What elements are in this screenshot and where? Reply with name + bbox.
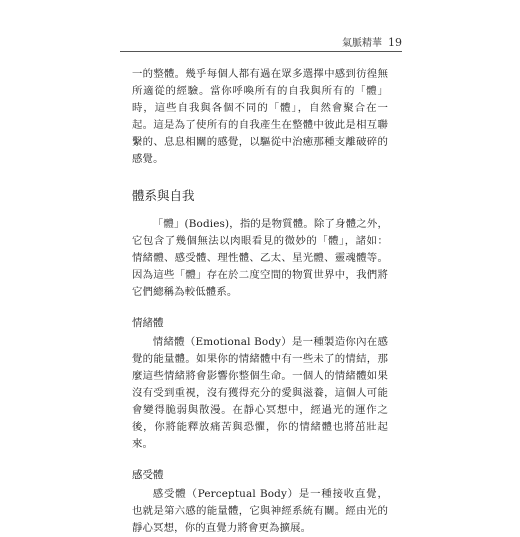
section-heading: 體系與自我 [132,188,195,203]
paragraph-emotional-body: 情緒體（Emotional Body）是一種製造你內在感覺的能量體。如果你的情緒體中有一些未了的情結，那麼這些情緒將會影響你整個生命。一個人的情緒體如果沒有受到重視，沒有獲得充分的愛與滋養，這個人可能會變得脆弱與散漫。在靜心冥想中，經過光的運作之後，你將能釋放痛苦與恐懼，你的情緒體也將茁壯起來。 [132,336,388,450]
page-number: 19 [388,36,402,49]
paragraph-continued: 一的整體。幾乎每個人都有過在眾多選擇中感到彷徨無所適從的經驗。當你呼喚所有的自我與所有的「體」時，這些自我與各個不同的「體」，自然會聚合在一起。這是為了使所有的自我產生在整體中彼此是相互聯繫的、息息相關的感覺，以驅從中治癒那種支離破碎的感覺。 [132,68,388,165]
subheading-perceptual-body: 感受體 [132,469,164,481]
paragraph-perceptual-body: 感受體（Perceptual Body）是一種接收直覺，也就是第六感的能量體，它與神經系統有關。經由光的靜心冥想，你的直覺力將會更為擴展。 [132,488,388,534]
page-header [120,27,402,52]
page-content [132,66,388,537]
running-title: 氣脈精華 [342,38,382,49]
subheading-emotional-body: 情緒體 [132,317,164,329]
paragraph-bodies: 「體」(Bodies)，指的是物質體。除了身體之外，它包含了幾個無法以肉眼看見的微妙的「體」，諸如：情緒體、感受體、理性體、乙太、星光體、靈魂體等。因為這些「體」存在於二度空間的物質世界中，我們將它們總稱為較低體系。 [132,218,388,298]
